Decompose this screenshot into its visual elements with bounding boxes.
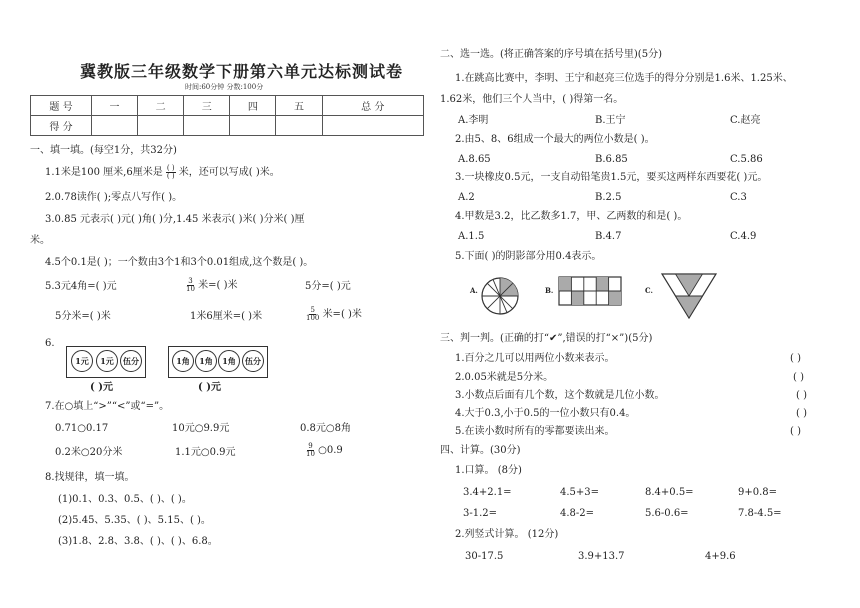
judge-answer-3[interactable]: ( )	[796, 390, 807, 401]
calc-sub2-heading: 2.列竖式计算。 (12分)	[455, 529, 559, 540]
q5-item-2: $\frac{3}{10}$ 米=( )米	[186, 277, 238, 293]
score-table-score-row	[31, 116, 424, 136]
q8-pattern-3: (3)1.8、2.8、3.8、( )、( )、6.8。	[58, 536, 218, 547]
q2-2-option-b[interactable]: B.6.85	[595, 154, 628, 165]
score-cell[interactable]	[276, 116, 322, 136]
q5-item-4: 5分米=( )米	[55, 311, 111, 322]
coin-icon: 1元	[71, 350, 93, 372]
vertical-calc-2[interactable]: 3.9+13.7	[578, 551, 625, 562]
q7-compare-4: 0.2米○20分米	[55, 447, 123, 458]
q1-fraction[interactable]: $\frac{( )}{( )}$	[166, 164, 175, 180]
coin-icon: 1元	[96, 350, 118, 372]
question-1-6-label: 6.	[45, 338, 55, 349]
q8-pattern-1: (1)0.1、0.3、0.5、( )、( )。	[58, 494, 192, 505]
q2-1-option-a[interactable]: A.李明	[458, 115, 489, 126]
q5-item-1: 5.3元4角=( )元	[45, 281, 117, 292]
question-1-1	[45, 165, 280, 180]
q2-4: 4.甲数是3.2，比乙数多1.7，甲、乙两数的和是( )。	[455, 211, 688, 222]
coin-answer-a[interactable]: ( )元	[90, 382, 113, 393]
q2-1-line1: 1.在跳高比赛中，李明、王宁和赵亮三位选手的得分分别是1.6米、1.25米、	[455, 73, 793, 84]
q1-text-a: 1.1米是100 厘米,6厘米是	[45, 167, 163, 178]
q8-pattern-2: (2)5.45、5.35、( )、5.15、( )。	[58, 515, 211, 526]
q2-1-option-c[interactable]: C.赵亮	[730, 115, 761, 126]
oral-calc-6[interactable]: 4.8-2=	[560, 508, 595, 519]
coin-icon: 伍分	[120, 350, 142, 372]
q2-4-option-a[interactable]: A.1.5	[458, 231, 485, 242]
score-header-cell: 总 分	[322, 96, 423, 116]
score-header-cell: 二	[138, 96, 184, 116]
section-4-heading: 四、计算。(30分)	[440, 445, 521, 456]
q5-item-5: 1米6厘米=( )米	[190, 311, 263, 322]
score-cell[interactable]	[92, 116, 138, 136]
q5-item-6: $\frac{5}{100}$ 米=( )米	[306, 306, 362, 322]
q2-4-option-c[interactable]: C.4.9	[730, 231, 757, 242]
score-header-cell: 题 号	[31, 96, 92, 116]
judge-answer-4[interactable]: ( )	[796, 408, 807, 419]
q2-5: 5.下面( )的阴影部分用0.4表示。	[455, 251, 602, 262]
coin-icon: 1角	[195, 350, 217, 372]
q7-compare-5: 1.1元○0.9元	[175, 447, 236, 458]
score-header-cell: 一	[92, 96, 138, 116]
q1-text-b: 米，还可以写成( )米。	[178, 167, 280, 178]
figure-a-label[interactable]: A.	[470, 286, 478, 295]
score-cell[interactable]	[322, 116, 423, 136]
coin-group-b	[168, 346, 268, 378]
question-1-7: 7.在○填上“>”“<”或“=”。	[45, 401, 170, 412]
q7-compare-1: 0.71○0.17	[55, 423, 109, 434]
q5-fraction-2: $\frac{5}{100}$	[306, 306, 320, 322]
judge-item-2: 2.0.05米就是5分米。	[455, 372, 554, 383]
coin-answer-b[interactable]: ( )元	[198, 382, 221, 393]
calc-sub1-heading: 1.口算。 (8分)	[455, 465, 522, 476]
score-header-cell: 三	[184, 96, 230, 116]
judge-answer-5[interactable]: ( )	[790, 426, 801, 437]
q2-2-option-c[interactable]: C.5.86	[730, 154, 763, 165]
judge-answer-2[interactable]: ( )	[793, 372, 804, 383]
q2-4-option-b[interactable]: B.4.7	[595, 231, 622, 242]
score-cell[interactable]	[184, 116, 230, 136]
question-1-8: 8.找规律，填一填。	[45, 472, 135, 483]
q7-compare-2: 10元○9.9元	[172, 423, 230, 434]
figure-c-triangle[interactable]	[660, 272, 718, 320]
q2-1-option-b[interactable]: B.王宁	[595, 115, 626, 126]
oral-calc-1[interactable]: 3.4+2.1=	[463, 487, 512, 498]
oral-calc-7[interactable]: 5.6-0.6=	[645, 508, 689, 519]
figure-a-circle[interactable]	[480, 276, 520, 316]
q2-2-option-a[interactable]: A.8.65	[458, 154, 491, 165]
oral-calc-8[interactable]: 7.8-4.5=	[738, 508, 782, 519]
q2-3-option-b[interactable]: B.2.5	[595, 192, 622, 203]
vertical-calc-1[interactable]: 30-17.5	[465, 551, 504, 562]
vertical-calc-3[interactable]: 4+9.6	[705, 551, 736, 562]
q7-fraction: $\frac{9}{10}$	[306, 442, 315, 458]
coin-group-a	[66, 346, 146, 378]
score-header-cell: 五	[276, 96, 322, 116]
judge-answer-1[interactable]: ( )	[790, 353, 801, 364]
score-header-cell: 四	[230, 96, 276, 116]
judge-item-1: 1.百分之几可以用两位小数来表示。	[455, 353, 615, 364]
q2-2: 2.由5、8、6组成一个最大的两位小数是( )。	[455, 134, 655, 145]
section-3-heading: 三、判一判。(正确的打“✔”,错误的打“×”)(5分)	[440, 333, 653, 344]
q2-3-option-a[interactable]: A.2	[458, 192, 475, 203]
q5-fraction-1: $\frac{3}{10}$	[186, 277, 195, 293]
score-cell[interactable]	[230, 116, 276, 136]
question-1-4: 4.5个0.1是( )；一个数由3个1和3个0.01组成,这个数是( )。	[45, 257, 314, 268]
coin-icon: 1角	[218, 350, 240, 372]
score-table	[30, 95, 424, 136]
exam-info: 时间:60分钟 分数:100分	[185, 83, 264, 91]
figure-c-label[interactable]: C.	[645, 286, 653, 295]
question-1-3-line1: 3.0.85 元表示( )元( )角( )分,1.45 米表示( )米( )分米( )厘	[45, 214, 305, 225]
score-row-label: 得 分	[31, 116, 92, 136]
question-1-2: 2.0.78读作( );零点八写作( )。	[45, 192, 183, 203]
section-1-heading: 一、填一填。(每空1分，共32分)	[30, 145, 177, 156]
score-cell[interactable]	[138, 116, 184, 136]
oral-calc-4[interactable]: 9+0.8=	[738, 487, 778, 498]
page-title: 冀教版三年级数学下册第六单元达标测试卷	[80, 62, 404, 81]
oral-calc-3[interactable]: 8.4+0.5=	[645, 487, 694, 498]
q7-compare-6: $\frac{9}{10}$ ○0.9	[306, 442, 343, 458]
oral-calc-5[interactable]: 3-1.2=	[463, 508, 498, 519]
figure-b-grid[interactable]	[558, 276, 622, 306]
q7-compare-3: 0.8元○8角	[300, 423, 351, 434]
judge-item-5: 5.在读小数时所有的零都要读出来。	[455, 426, 615, 437]
q5-item-3: 5分=( )元	[305, 281, 351, 292]
q2-1-line2: 1.62米，他们三个人当中，( )得第一名。	[440, 94, 624, 105]
question-1-3-line2: 米。	[30, 235, 50, 246]
score-table-header-row	[31, 96, 424, 116]
q2-3: 3.一块橡皮0.5元，一支自动铅笔贵1.5元，要买这两样东西要花( )元。	[455, 172, 768, 183]
figure-b-label[interactable]: B.	[545, 286, 554, 295]
judge-item-3: 3.小数点后面有几个数，这个数就是几位小数。	[455, 390, 665, 401]
section-2-heading: 二、选一选。(将正确答案的序号填在括号里)(5分)	[440, 49, 662, 60]
oral-calc-2[interactable]: 4.5+3=	[560, 487, 600, 498]
coin-icon: 1角	[172, 350, 194, 372]
coin-icon: 伍分	[242, 350, 264, 372]
judge-item-4: 4.大于0.3,小于0.5的一位小数只有0.4。	[455, 408, 636, 419]
q2-3-option-c[interactable]: C.3	[730, 192, 747, 203]
